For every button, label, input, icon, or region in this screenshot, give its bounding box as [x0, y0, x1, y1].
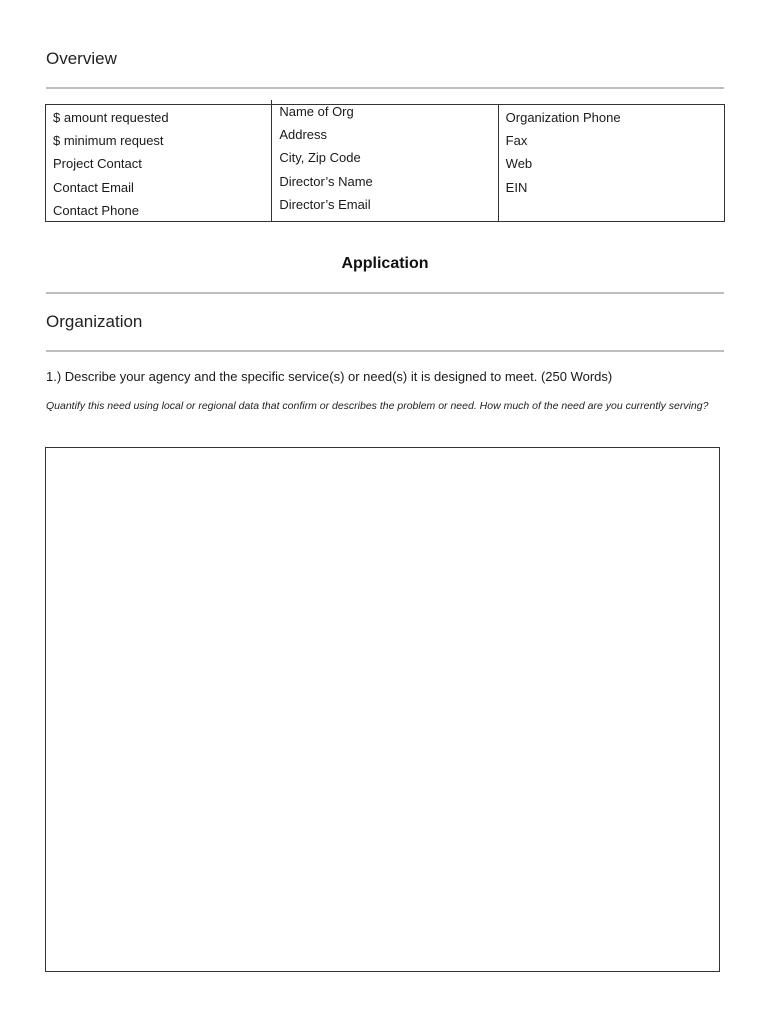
overview-column-organization: [271, 100, 497, 221]
field-organization-phone: Organization Phone: [505, 110, 621, 125]
organization-heading: Organization: [46, 312, 143, 331]
field-minimum-request: $ minimum request: [53, 133, 164, 149]
field-fax: Fax: [505, 133, 528, 149]
overview-divider: [46, 87, 724, 89]
field-contact-phone: Contact Phone: [53, 202, 140, 218]
field-address: Address: [279, 127, 328, 143]
field-director-name: Director’s Name: [279, 173, 373, 189]
field-contact-email: Contact Email: [53, 179, 134, 195]
organization-divider: [46, 350, 724, 352]
field-amount-requested: $ amount requested: [53, 110, 169, 125]
application-divider: [46, 292, 724, 294]
field-city-zip: City, Zip Code: [279, 150, 361, 166]
question-1-hint: Quantify this need using local or regional data that confirm or describes the problem or need. How much of the need are you currently serving?: [46, 400, 709, 412]
field-director-email: Director’s Email: [279, 196, 371, 212]
overview-column-org-contact: [498, 105, 724, 221]
field-project-contact: Project Contact: [53, 156, 142, 172]
question-1-text: 1.) Describe your agency and the specific service(s) or need(s) it is designed to meet. (250 Words): [46, 369, 613, 384]
field-name-of-org: Name of Org: [279, 104, 354, 119]
field-web: Web: [505, 156, 533, 172]
overview-heading: Overview: [46, 49, 117, 68]
application-title: Application: [341, 255, 429, 272]
overview-table: [45, 104, 725, 222]
field-ein: EIN: [505, 179, 528, 195]
question-1-answer-box[interactable]: [45, 447, 720, 972]
overview-column-contact: [46, 105, 271, 221]
